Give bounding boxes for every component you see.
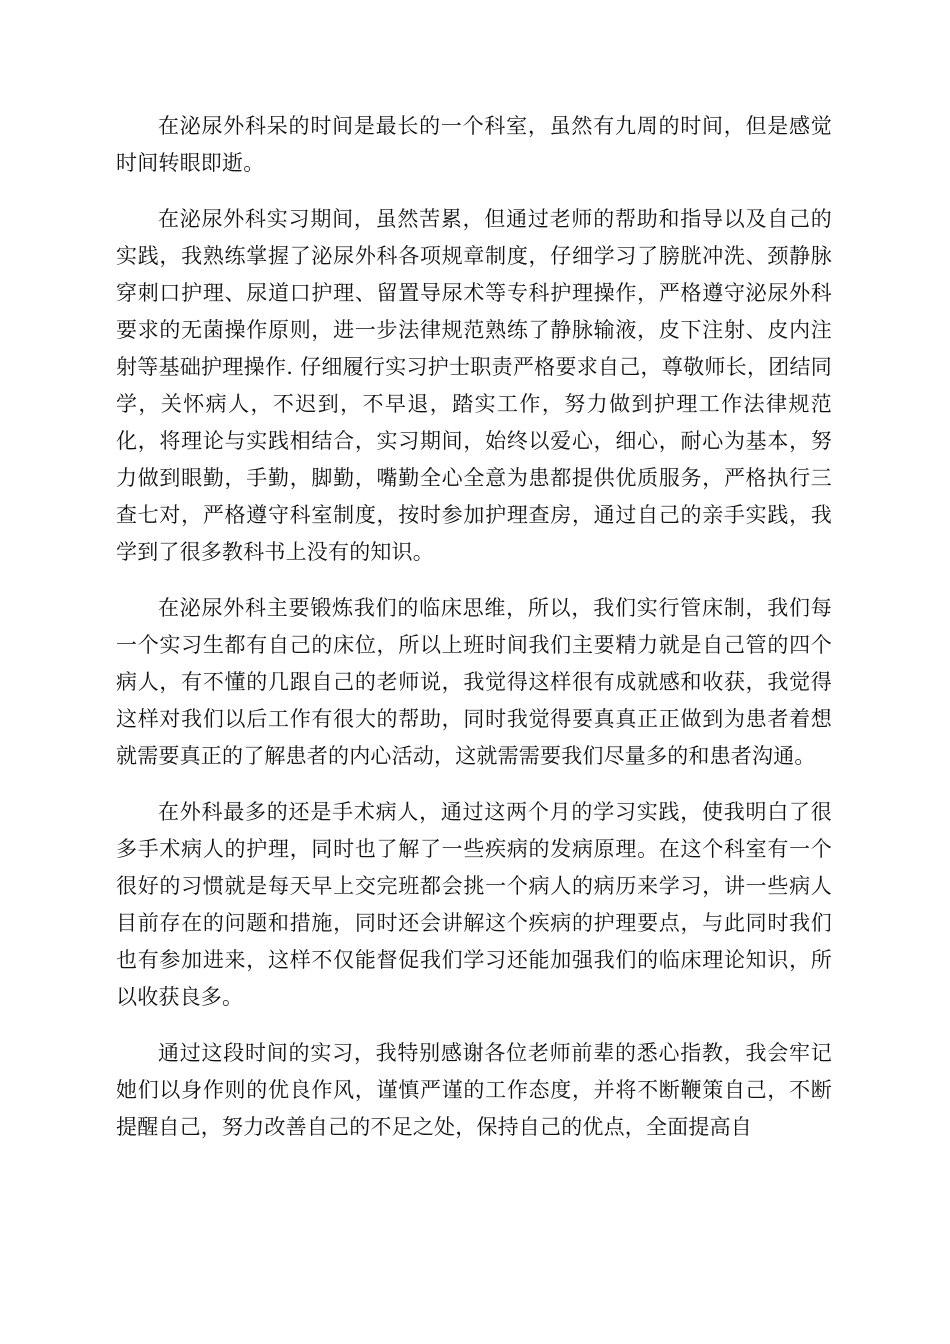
paragraph-5: 通过这段时间的实习，我特别感谢各位老师前辈的悉心指教，我会牢记她们以身作则的优良作风，谨慎严谨的工作态度，并将不断鞭策自己，不断提醒自己，努力改善自己的不足之处，保持自己的优点，全面提高自 xyxy=(116,1041,832,1139)
document-body xyxy=(116,108,832,1165)
paragraph-2: 在泌尿外科实习期间，虽然苦累，但通过老师的帮助和指导以及自己的实践，我熟练掌握了泌尿外科各项规章制度，仔细学习了膀胱冲洗、颈静脉穿刺口护理、尿道口护理、留置导尿术等专科护理操作，严格遵守泌尿外科要求的无菌操作原则，进一步法律规范熟练了静脉输液，皮下注射、皮内注射等基础护理操作. 仔细履行实习护士职责严格要求自己，尊敬师长，团结同学，关怀病人，不迟到，不早退，踏实工作，努力做到护理工作法律规范化，将理论与实践相结合，实习期间，始终以爱心，细心，耐心为基本，努力做到眼勤，手勤，脚勤，嘴勤全心全意为患都提供优质服务，严格执行三查七对，严格遵守科室制度，按时参加护理查房，通过自己的亲手实践，我学到了很多教科书上没有的知识。 xyxy=(116,207,832,564)
paragraph-3: 在泌尿外科主要锻炼我们的临床思维，所以，我们实行管床制，我们每一个实习生都有自己的床位，所以上班时间我们主要精力就是自己管的四个病人，有不懂的几跟自己的老师说，我觉得这样很有成就感和收获，我觉得这样对我们以后工作有很大的帮助，同时我觉得要真真正正做到为患者着想就需要真正的了解患者的内心活动，这就需需要我们尽量多的和患者沟通。 xyxy=(116,596,832,768)
paragraph-4: 在外科最多的还是手术病人，通过这两个月的学习实践，使我明白了很多手术病人的护理，同时也了解了一些疾病的发病原理。在这个科室有一个很好的习惯就是每天早上交完班都会挑一个病人的病历来学习，讲一些病人目前存在的问题和措施，同时还会讲解这个疾病的护理要点，与此同时我们也有参加进来，这样不仅能督促我们学习还能加强我们的临床理论知识，所以收获良多。 xyxy=(116,800,832,1009)
paragraph-1: 在泌尿外科呆的时间是最长的一个科室，虽然有九周的时间，但是感觉时间转眼即逝。 xyxy=(116,114,832,175)
